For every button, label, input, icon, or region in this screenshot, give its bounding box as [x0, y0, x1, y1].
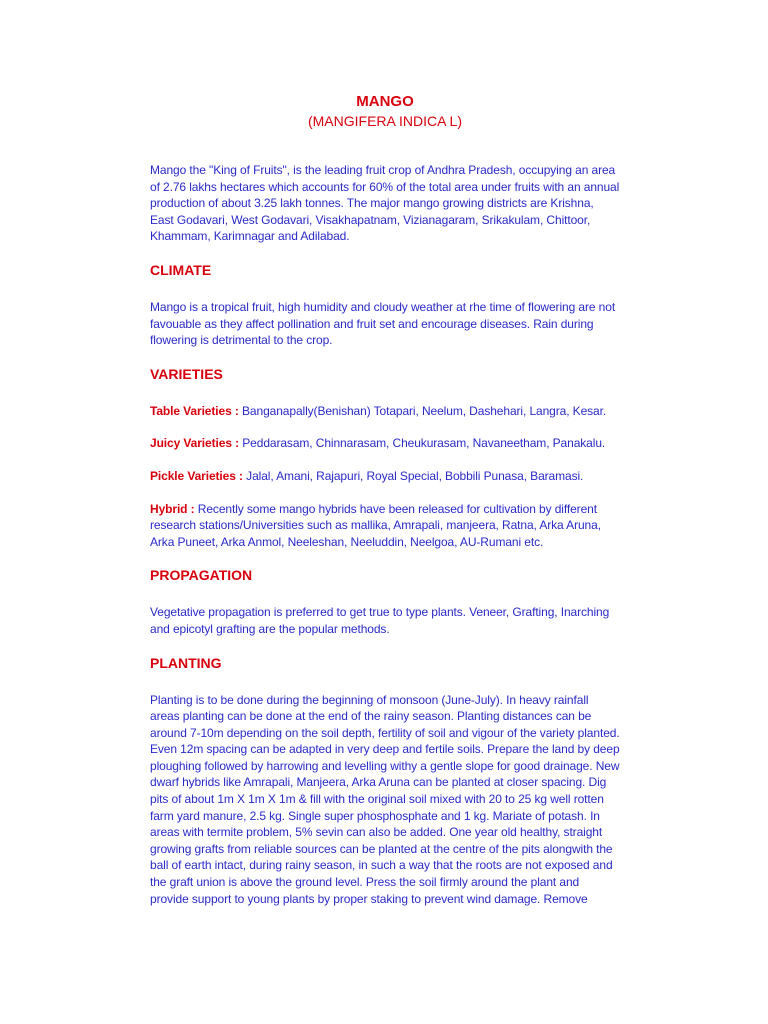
intro-paragraph: Mango the "King of Fruits", is the leading fruit crop of Andhra Pradesh, occupying an area of 2.76 lakhs hectares which accounts for 60% of the total area under fruits with an annual production of about 3.25 lakh tonnes. The major mango growing districts are Krishna, East Godavari, West Godavari, Visakhapatnam, Vizianagaram, Srikakulam, Chittoor, Khammam, Karimnagar and Adilabad. [150, 163, 620, 244]
varieties-heading: VARIETIES [150, 365, 223, 382]
document-subtitle: (MANGIFERA INDICA L) [307, 113, 463, 129]
pickle-varieties-text: Jalal, Amani, Rajapuri, Royal Special, Bobbili Punasa, Baramasi. [242, 468, 584, 483]
table-varieties-label: Table Varieties : [150, 403, 239, 418]
juicy-varieties-paragraph [150, 435, 620, 452]
hybrid-varieties-paragraph [150, 501, 620, 551]
propagation-paragraph: Vegetative propagation is preferred to get true to type plants. Veneer, Grafting, Inarching and epicotyl grafting are the popular methods. [150, 605, 610, 636]
climate-heading: CLIMATE [150, 261, 212, 278]
hybrid-text: Recently some mango hybrids have been released for cultivation by different research stations/Universities such as mallika, Amrapali, manjeera, Ratna, Arka Aruna, Arka Puneet, Arka Anmol, Neeleshan, Neeluddin, Neelgoa, AU-Rumani etc. [150, 501, 601, 549]
table-varieties-text: Banganapally(Benishan) Totapari, Neelum, Dashehari, Langra, Kesar. [238, 403, 607, 418]
pickle-varieties-paragraph [150, 468, 620, 485]
propagation-heading: PROPAGATION [150, 567, 253, 584]
juicy-varieties-label: Juicy Varieties : [150, 436, 240, 451]
pickle-varieties-label: Pickle Varieties : [150, 468, 243, 483]
document-page [150, 92, 620, 923]
document-title: MANGO [356, 93, 414, 110]
table-varieties-paragraph [150, 403, 620, 420]
climate-paragraph: Mango is a tropical fruit, high humidity and cloudy weather at rhe time of flowering are not favouable as they affect pollination and fruit set and encourage diseases. Rain during flowering is detrimental to the crop. [150, 299, 616, 348]
planting-paragraph: Planting is to be done during the beginning of monsoon (June-July). In heavy rainfall areas planting can be done at the end of the rainy season. Planting distances can be around 7-10m depending on the soil depth, fertility of soil and vigour of the variety planted. Even 12m spacing can be adapted in very deep and fertile soils. Prepare the land by deep ploughing followed by harrowing and levelling withy a gentle slope for good drainage. New dwarf hybrids like Amrapali, Manjeera, Arka Aruna can be planted at closer spacing. Dig pits of about 1m X 1m X 1m & fill with the original soil mixed with 20 to 25 kg well rotten farm yard manure, 2.5 kg. Single super phosphosphate and 1 kg. Mariate of potash. In areas with termite problem, 5% sevin can also be added. One year old healthy, straight growing grafts from reliable sources can be planted at the centre of the pits alongwith the ball of earth intact, during rainy season, in such a way that the roots are not exposed and the graft union is above the ground level. Press the soil firmly around the plant and provide support to young plants by proper staking to prevent wind damage. Remove [150, 692, 620, 906]
planting-heading: PLANTING [150, 654, 222, 671]
juicy-varieties-text: Peddarasam, Chinnarasam, Cheukurasam, Navaneetham, Panakalu. [239, 436, 606, 451]
hybrid-label: Hybrid : [150, 501, 195, 516]
